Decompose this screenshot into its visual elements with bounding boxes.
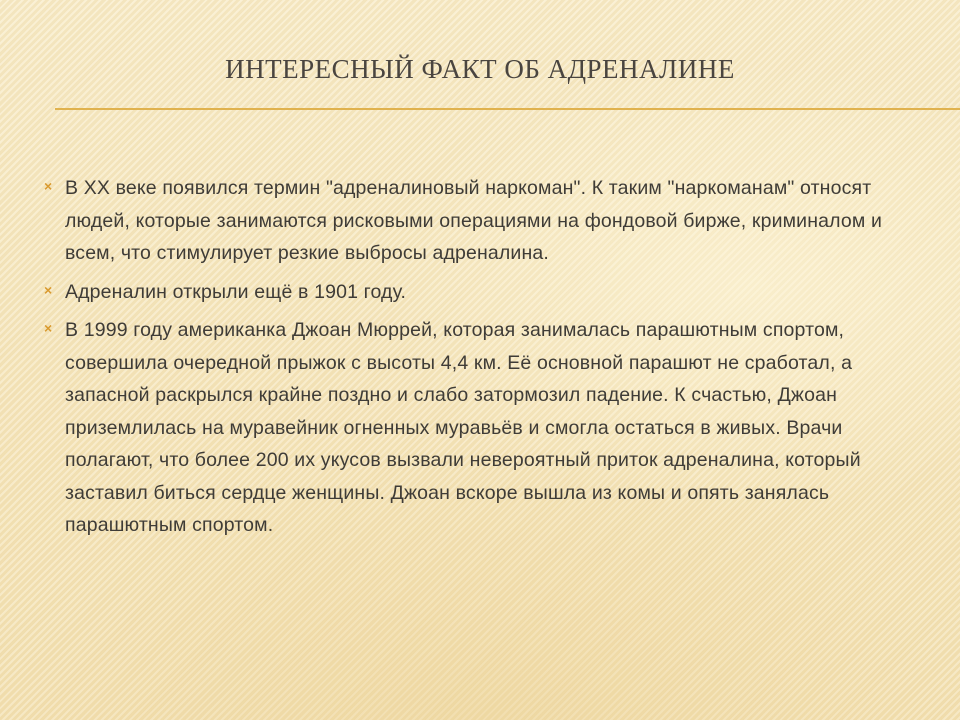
bullet-x-icon: ×	[44, 281, 53, 298]
bullet-item	[44, 276, 924, 309]
bullet-item	[44, 172, 924, 270]
bullet-text: Адреналин открыли ещё в 1901 году.	[65, 280, 407, 303]
bullet-x-icon: ×	[44, 178, 53, 194]
bullet-text: В XX веке появился термин "адреналиновый наркоман". К таким "наркоманам" относят людей, которые занимаются рисковыми операциями на фондовой бирже, криминалом и всем, что стимулирует резкие выбросы адреналина.	[65, 177, 883, 264]
slide-title: ИНТЕРЕСНЫЙ ФАКТ ОБ АДРЕНАЛИНЕ	[225, 54, 735, 84]
bullet-text: В 1999 году американка Джоан Мюррей, которая занималась парашютным спортом, совершила очередной прыжок с высоты 4,4 км. Её основной парашют не сработал, а запасной раскрылся крайне поздно и слабо затормозил падение. К счастью, Джоан приземлилась на муравейник огненных муравьёв и смогла остаться в живых. Врачи полагают, что более 200 их укусов вызвали невероятный приток адреналина, который заставил биться сердце женщины. Джоан вскоре вышла из комы и опять занялась парашютным спортом.	[65, 319, 861, 536]
bullet-list	[44, 172, 924, 548]
bullet-item	[44, 314, 924, 542]
bullet-x-icon: ×	[44, 320, 53, 336]
title-divider	[55, 108, 960, 110]
